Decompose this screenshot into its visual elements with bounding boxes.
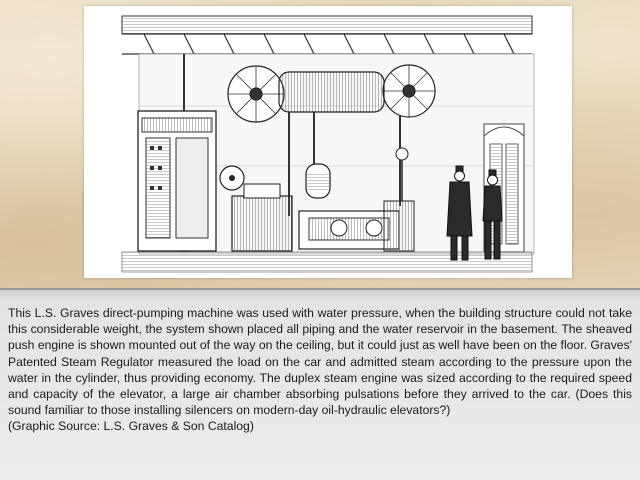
steam-pumping-machine-engraving [84,6,572,278]
engraving-illustration [84,6,572,278]
caption-text: This L.S. Graves direct-pumping machine was used with water pressure, when the building structure could not take this considerable weight, the system shown placed all piping and the water reservoir in the basement. The sheaved push engine is shown mounted out of the way on the ceiling, but it could just as well have been on the floor. Graves' Patented Steam Regulator measured the load on the car and admitted steam according to the pressure upon the water in the cylinder, thus providing economy. The duplex steam engine was sized according to the required speed and capacity of the elevator, a large air chamber absorbing pulsations before they arrived to the car. (Does this sound familiar to those installing silencers on modern-day oil-hydraulic elevators?) [8,306,632,418]
graphic-source: (Graphic Source: L.S. Graves & Son Catalog) [8,419,254,434]
caption-panel [0,288,640,480]
